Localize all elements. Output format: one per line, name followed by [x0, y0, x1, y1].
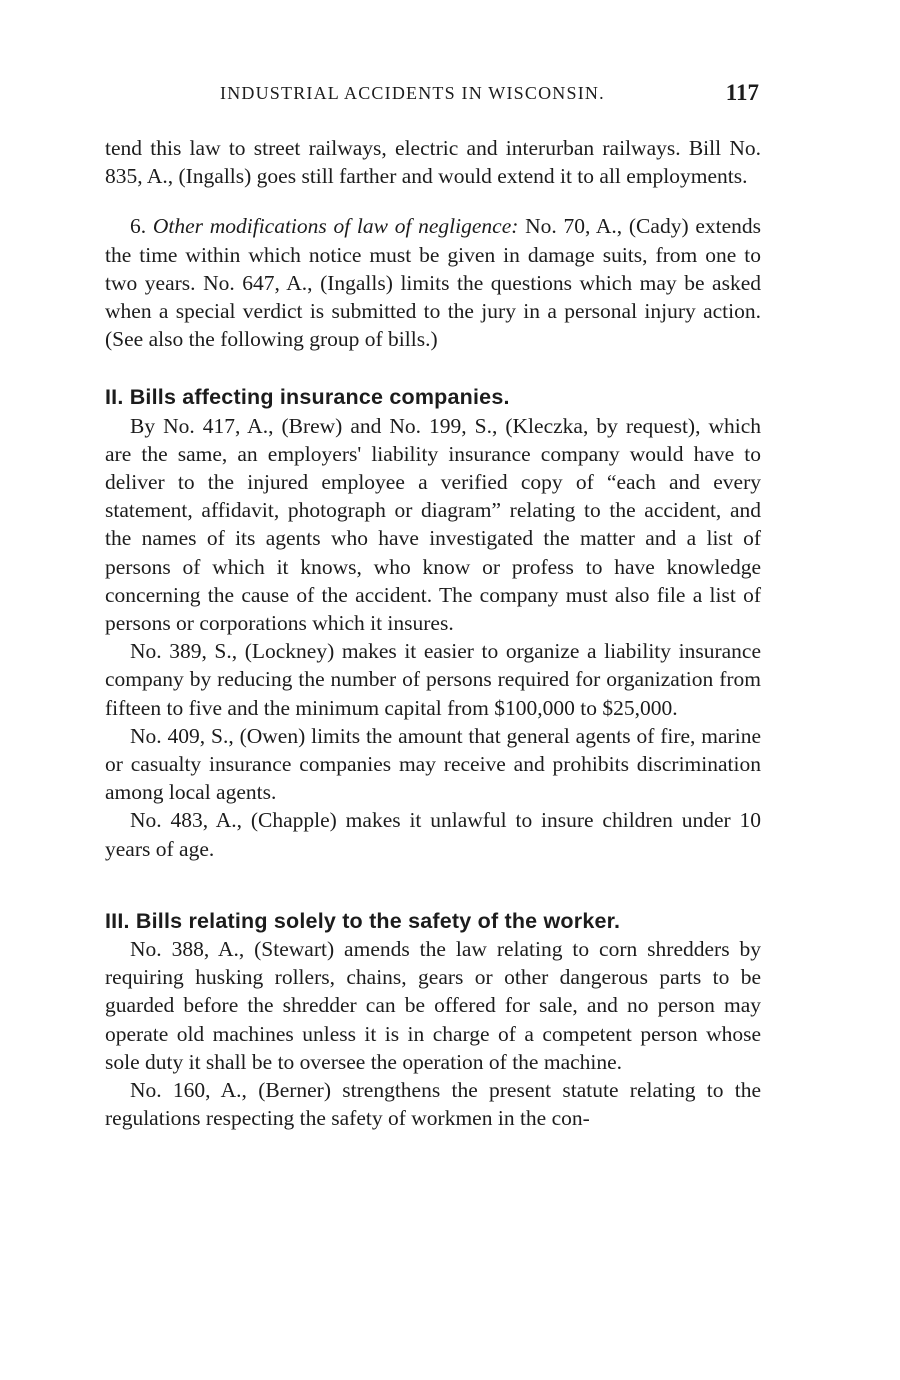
- page-number: 117: [725, 80, 759, 105]
- page-body: [105, 134, 761, 1133]
- page-header: [105, 80, 761, 110]
- italic-subheading: Other modifications of law of negligence:: [152, 214, 519, 239]
- paragraph: No. 483, A., (Chapple) makes it unlawful to insure children under 10 years of age.: [105, 808, 761, 861]
- paragraph: By No. 417, A., (Brew) and No. 199, S., (Kleczka, by request), which are the same, an employers' liability insurance company would have to deliver to the injured employee a verified copy of “each and every statement, affidavit, photograph or diagram” relating to the accident, and the names of its agents who have investigated the matter and a list of persons of which it knows, who know or profess to have knowledge concerning the cause of the accident. The company must also file a list of persons or corporations which it insures.: [105, 413, 761, 636]
- paragraph: No. 160, A., (Berner) strengthens the present statute relating to the regulations respecting the safety of workmen in the con-: [105, 1078, 761, 1131]
- paragraph-continuation: tend this law to street railways, electric and interurban railways. Bill No. 835, A., (Ingalls) goes still farther and would extend it to all employments.: [105, 136, 761, 189]
- paragraph: No. 409, S., (Owen) limits the amount that general agents of fire, marine or casualty insurance companies may receive and prohibits discrimination among local agents.: [105, 723, 761, 805]
- paragraph-other-modifications: [105, 212, 761, 353]
- section-heading-insurance: II. Bills affecting insurance companies.: [105, 385, 510, 410]
- paragraph-number: 6.: [130, 214, 147, 239]
- running-head: INDUSTRIAL ACCIDENTS IN WISCONSIN.: [220, 83, 605, 103]
- paragraph-text: No. 70, A., (Cady) extends the time within which notice must be given in damage suits, from one to two years. No. 647, A., (Ingalls) limits the questions which may be asked when a special verdict is submitted to the jury in a personal injury action. (See also the following group of bills.): [105, 214, 761, 352]
- paragraph: No. 388, A., (Stewart) amends the law relating to corn shredders by requiring husking rollers, chains, gears or other dangerous parts to be guarded before the shredder can be offered for sale, and no person may operate old machines unless it is in charge of a competent person whose sole duty it shall be to oversee the operation of the machine.: [105, 937, 761, 1074]
- section-heading-safety: III. Bills relating solely to the safety of the worker.: [105, 908, 621, 933]
- paragraph: No. 389, S., (Lockney) makes it easier to organize a liability insurance company by reducing the number of persons required for organization from fifteen to five and the minimum capital from $100,000 to $25,000.: [105, 639, 761, 720]
